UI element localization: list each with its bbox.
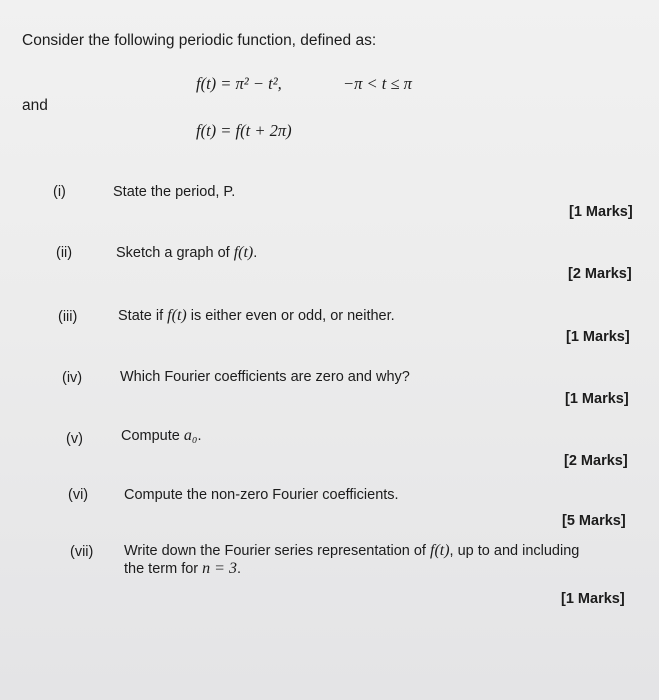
question-text — [124, 542, 624, 578]
equation-periodicity: f(t) = f(t + 2π) — [196, 121, 292, 140]
question-text-part: Compute — [121, 428, 184, 444]
question-text-part: State if — [118, 308, 168, 324]
question-number: (iv) — [62, 370, 83, 386]
question-math: f(t) — [430, 542, 450, 559]
question-text-part: the term for — [124, 561, 203, 577]
question-text-part: Write down the Fourier series representation of — [124, 543, 430, 559]
question-marks: [2 Marks] — [564, 453, 628, 469]
question-number: (ii) — [56, 245, 73, 261]
question-text — [113, 184, 235, 200]
question-math: f(t) — [233, 244, 254, 261]
question-number: (v) — [66, 431, 83, 447]
question-text — [118, 307, 395, 325]
connector-text: and — [22, 97, 48, 114]
question-number: (vi) — [68, 487, 89, 503]
question-marks: [2 Marks] — [568, 266, 632, 282]
question-marks: [1 Marks] — [566, 329, 630, 345]
question-marks: [1 Marks] — [569, 204, 633, 220]
question-text-part: State the period, P. — [113, 184, 236, 200]
equation-definition: f(t) = π² − t², — [196, 74, 282, 93]
question-text-part: . — [236, 561, 241, 577]
question-marks: [5 Marks] — [562, 513, 626, 529]
question-text-part: Which Fourier coefficients are zero and why? — [120, 369, 410, 385]
question-math: n = 3 — [202, 560, 237, 577]
question-text-part: . — [253, 245, 258, 261]
question-marks: [1 Marks] — [561, 591, 625, 607]
question-text-part: Sketch a graph of — [116, 245, 234, 261]
question-text-part: is either even or odd, or neither. — [186, 308, 395, 324]
question-number: (iii) — [58, 309, 78, 325]
question-text-part: Compute the non-zero Fourier coefficients. — [124, 487, 399, 503]
question-text-part: , up to and including — [449, 543, 580, 559]
question-math: f(t) — [167, 307, 187, 324]
question-text-part: . — [197, 428, 202, 444]
equation-domain: −π < t ≤ π — [343, 74, 412, 93]
question-text — [121, 427, 201, 445]
question-marks: [1 Marks] — [565, 391, 629, 407]
intro-text: Consider the following periodic function, defined as: — [22, 32, 377, 49]
question-text — [124, 487, 399, 503]
question-math: a₀ — [183, 427, 198, 444]
question-number: (vii) — [70, 544, 94, 560]
question-number: (i) — [53, 184, 66, 200]
question-text — [120, 369, 410, 385]
question-text — [116, 244, 257, 262]
